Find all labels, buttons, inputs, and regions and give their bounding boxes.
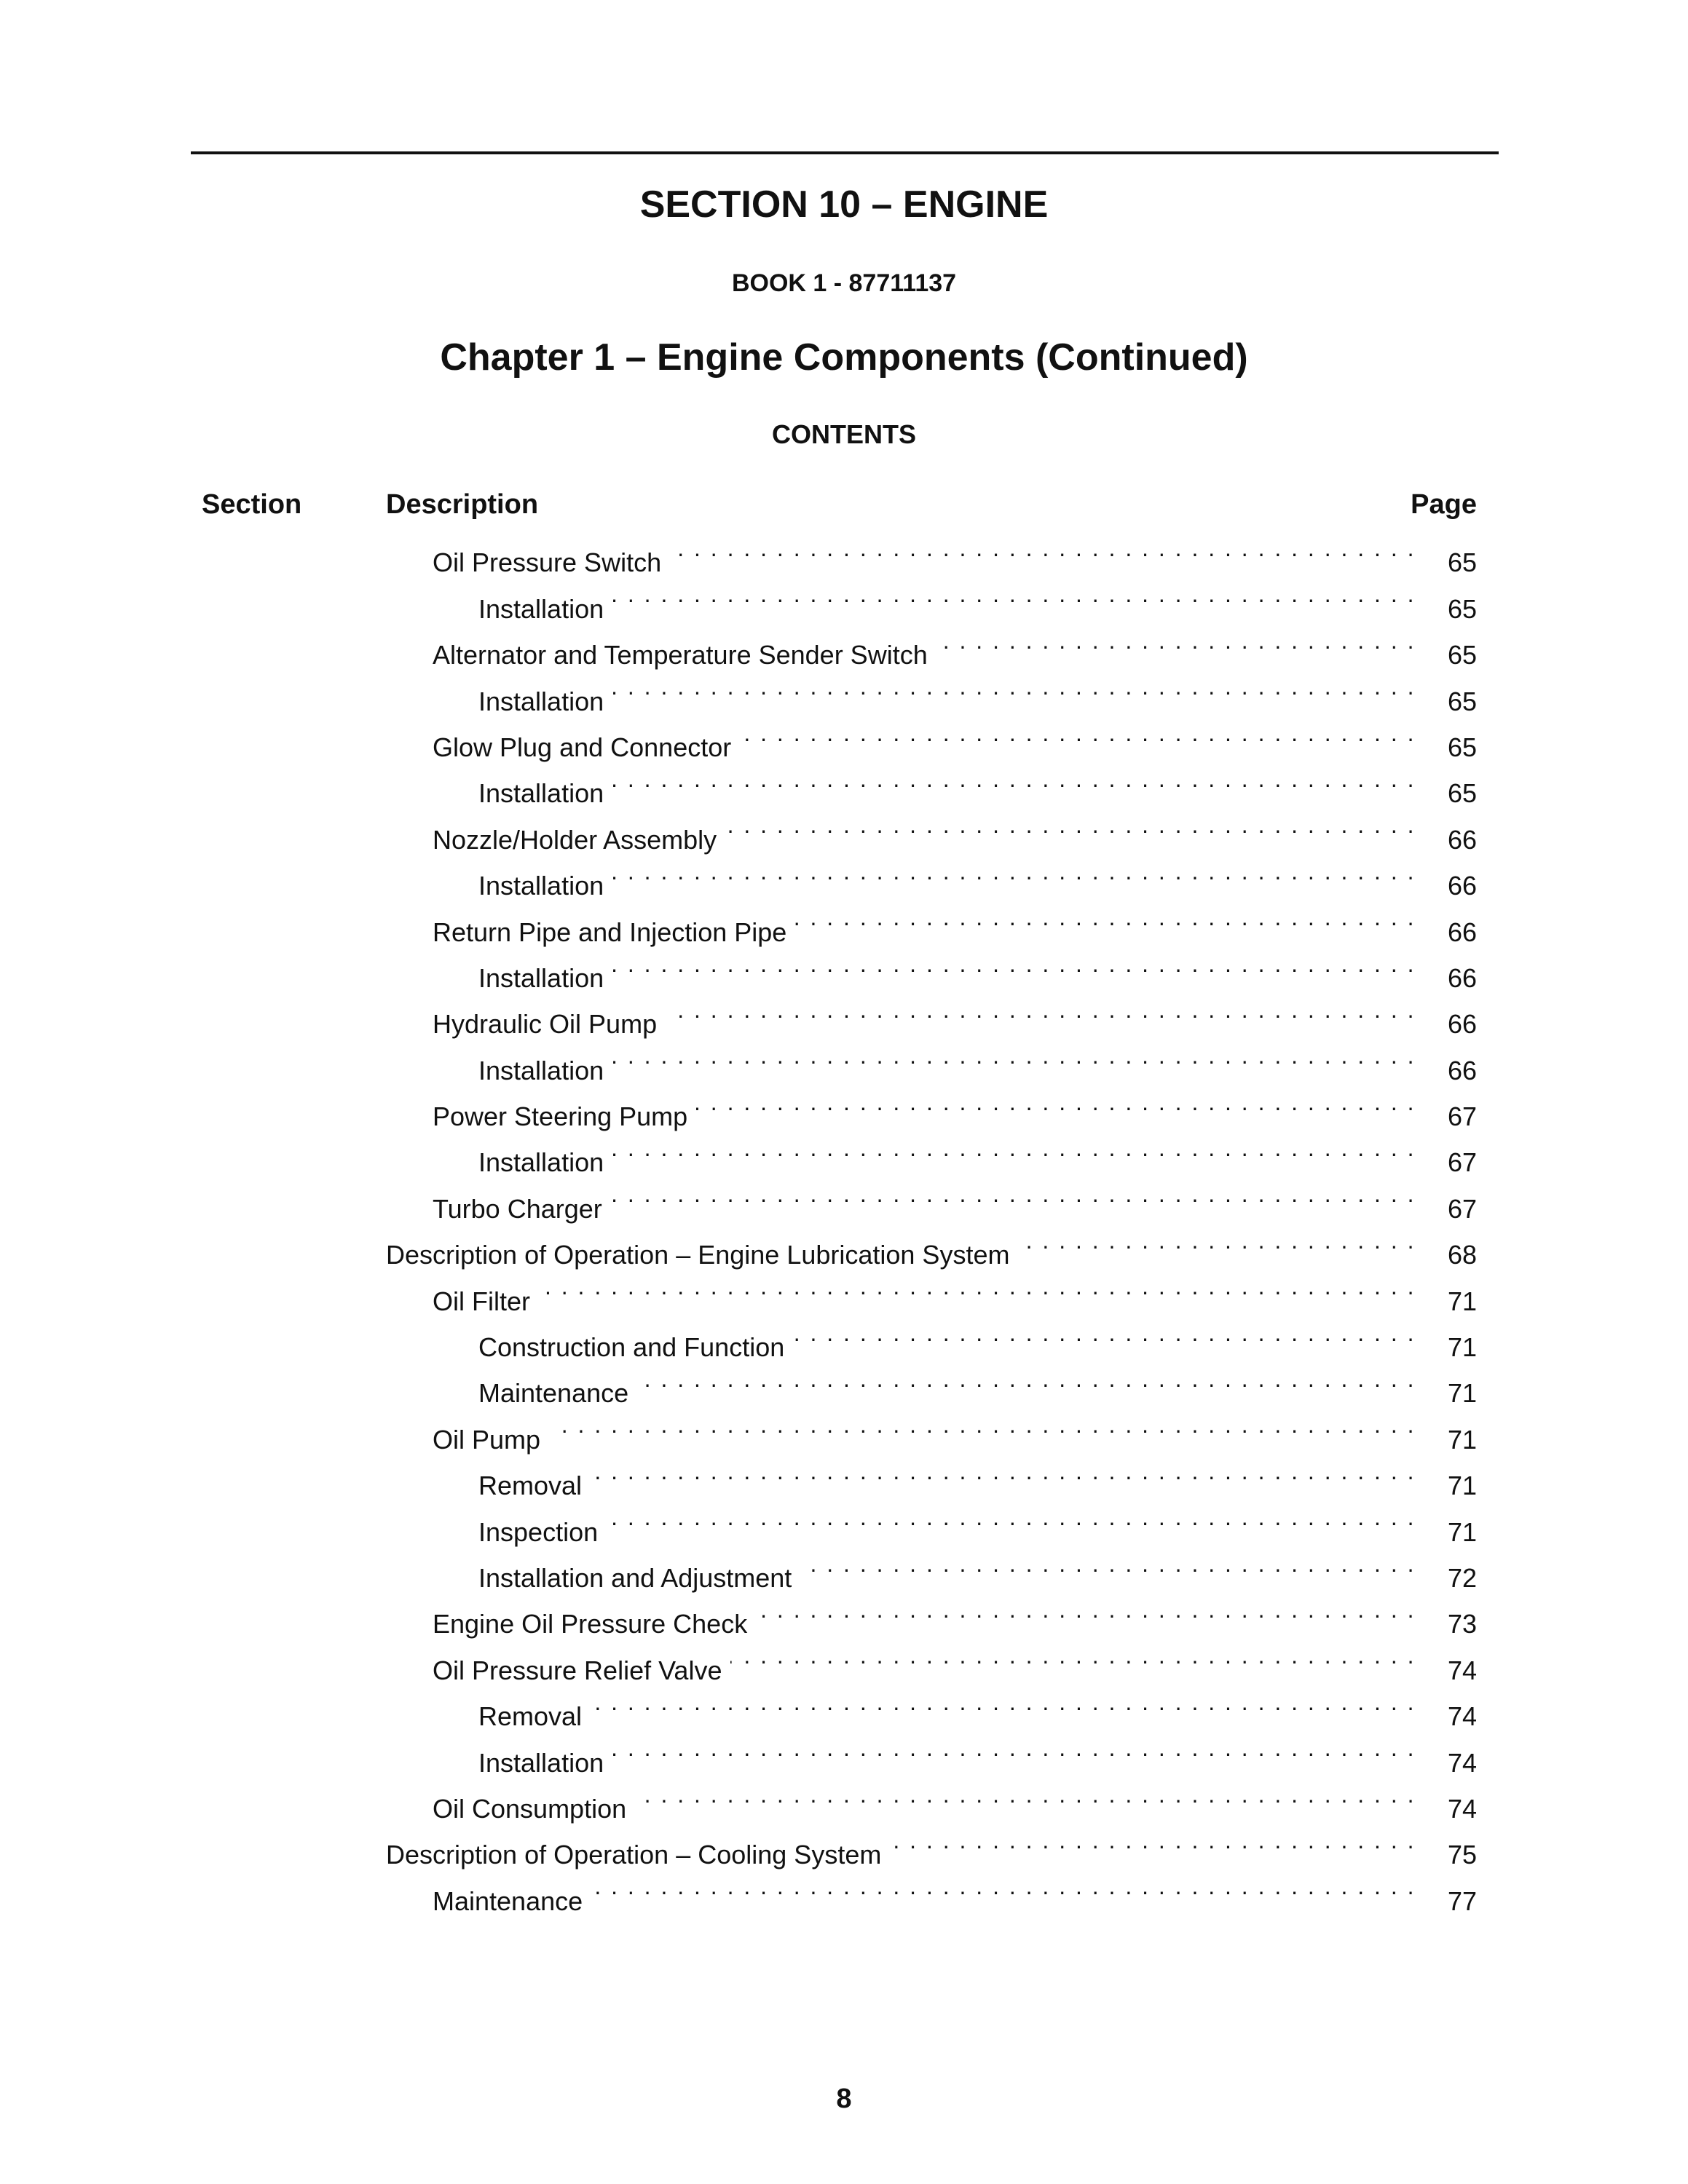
dot-leader <box>637 1356 1416 1402</box>
toc-entry-page: 65 <box>1447 778 1477 809</box>
chapter-title: Chapter 1 – Engine Components (Continued) <box>440 336 1248 379</box>
toc-entry-label: Glow Plug and Connector <box>433 732 732 762</box>
toc-entry-label: Oil Pump <box>433 1424 541 1455</box>
toc-entry[interactable] <box>386 1402 1477 1455</box>
toc-entry-label: Description of Operation – Engine Lubrication System <box>386 1240 1010 1270</box>
dot-leader <box>549 1402 1416 1448</box>
dot-leader <box>612 1125 1416 1171</box>
toc-entry[interactable] <box>386 1310 1477 1363</box>
toc-entry-page: 66 <box>1447 962 1477 993</box>
toc-entry[interactable] <box>386 1264 1477 1316</box>
column-header-page: Page <box>1411 489 1477 520</box>
toc-entry[interactable] <box>386 1449 1477 1501</box>
toc-entry[interactable] <box>386 526 1477 578</box>
toc-entry-label: Nozzle/Holder Assembly <box>433 824 717 855</box>
toc-entry-page: 71 <box>1447 1332 1477 1363</box>
dot-leader <box>635 1772 1416 1818</box>
toc-entry-page: 66 <box>1447 1009 1477 1040</box>
toc-entry-page: 65 <box>1447 732 1477 762</box>
toc-entry-label: Installation <box>478 778 604 809</box>
toc-entry-label: Return Pipe and Injection Pipe <box>433 917 787 947</box>
dot-leader <box>666 987 1416 1033</box>
toc-entry-page: 74 <box>1447 1701 1477 1732</box>
toc-entry-label: Hydraulic Oil Pump <box>433 1009 658 1040</box>
toc-entry-label: Description of Operation – Cooling System <box>386 1840 882 1870</box>
toc-entry-page: 73 <box>1447 1609 1477 1639</box>
toc-entry-page: 74 <box>1447 1747 1477 1778</box>
toc-entry-page: 74 <box>1447 1793 1477 1824</box>
toc-entry-label: Installation <box>478 686 604 716</box>
toc-entry-page: 66 <box>1447 917 1477 947</box>
toc-entry-page: 77 <box>1447 1886 1477 1916</box>
toc-entry-page: 68 <box>1447 1240 1477 1270</box>
toc-entry-page: 72 <box>1447 1562 1477 1593</box>
toc-entry-page: 71 <box>1447 1471 1477 1501</box>
dot-leader <box>725 802 1416 848</box>
dot-leader <box>612 941 1416 987</box>
toc-entry-page: 65 <box>1447 547 1477 578</box>
toc-entry-label: Installation <box>478 593 604 624</box>
toc-entry-page: 66 <box>1447 1055 1477 1085</box>
dot-leader <box>936 618 1416 664</box>
dot-leader <box>890 1818 1416 1864</box>
toc-entry-label: Oil Pressure Relief Valve <box>433 1655 722 1685</box>
toc-entry-label: Oil Pressure Switch <box>433 547 662 578</box>
dot-leader <box>591 1449 1416 1495</box>
toc-entry-page: 67 <box>1447 1147 1477 1178</box>
toc-entry-label: Installation <box>478 962 604 993</box>
toc-entry-label: Installation <box>478 871 604 901</box>
dot-leader <box>1018 1218 1416 1264</box>
toc-entry-page: 65 <box>1447 593 1477 624</box>
toc-entry-label: Removal <box>478 1471 583 1501</box>
column-header-description: Description <box>386 489 539 520</box>
toc-entry-page: 74 <box>1447 1655 1477 1685</box>
toc-entry-label: Oil Filter <box>433 1286 530 1316</box>
toc-entry-label: Installation <box>478 1147 604 1178</box>
dot-leader <box>612 1725 1416 1771</box>
dot-leader <box>740 711 1416 756</box>
toc-entry-label: Removal <box>478 1701 583 1732</box>
toc-entry-page: 75 <box>1447 1840 1477 1870</box>
book-number: BOOK 1 - 87711137 <box>731 269 957 297</box>
dot-leader <box>730 1633 1416 1679</box>
toc-entry-label: Installation and Adjustment <box>478 1562 792 1593</box>
dot-leader <box>793 1310 1416 1356</box>
column-header-section: Section <box>202 489 302 520</box>
toc-entry-label: Oil Consumption <box>433 1793 627 1824</box>
toc-entry-label: Maintenance <box>478 1378 629 1409</box>
dot-leader <box>696 1080 1416 1125</box>
contents-heading: CONTENTS <box>772 419 916 449</box>
top-rule <box>191 151 1499 154</box>
toc-entry-label: Engine Oil Pressure Check <box>433 1609 748 1639</box>
toc-entry-page: 66 <box>1447 824 1477 855</box>
toc-entry-page: 71 <box>1447 1378 1477 1409</box>
dot-leader <box>539 1264 1416 1310</box>
toc-entry-page: 67 <box>1447 1193 1477 1224</box>
page-number: 8 <box>836 2084 852 2114</box>
dot-leader <box>612 571 1416 617</box>
toc-entry-page: 71 <box>1447 1286 1477 1316</box>
dot-leader <box>800 1541 1416 1587</box>
dot-leader <box>611 1171 1416 1217</box>
dot-leader <box>612 849 1416 895</box>
dot-leader <box>612 756 1416 802</box>
dot-leader <box>795 895 1416 941</box>
dot-leader <box>670 526 1416 571</box>
toc-entry-page: 67 <box>1447 1101 1477 1132</box>
table-of-contents <box>386 526 1477 1916</box>
toc-entry-label: Power Steering Pump <box>433 1101 688 1132</box>
toc-entry-label: Turbo Charger <box>433 1193 602 1224</box>
dot-leader <box>612 1033 1416 1079</box>
toc-entry-page: 71 <box>1447 1516 1477 1547</box>
toc-entry-label: Alternator and Temperature Sender Switch <box>433 640 928 670</box>
toc-entry-label: Inspection <box>478 1516 599 1547</box>
dot-leader <box>756 1587 1416 1633</box>
dot-leader <box>591 1679 1416 1725</box>
toc-entry-label: Installation <box>478 1055 604 1085</box>
toc-entry-label: Construction and Function <box>478 1332 785 1363</box>
dot-leader <box>607 1495 1416 1540</box>
toc-entry-label: Maintenance <box>433 1886 583 1916</box>
toc-entry-page: 65 <box>1447 640 1477 670</box>
dot-leader <box>591 1864 1416 1910</box>
section-title: SECTION 10 – ENGINE <box>639 183 1049 226</box>
toc-entry-page: 71 <box>1447 1424 1477 1455</box>
toc-entry-label: Installation <box>478 1747 604 1778</box>
toc-entry-page: 65 <box>1447 686 1477 716</box>
dot-leader <box>612 664 1416 710</box>
toc-entry-page: 66 <box>1447 871 1477 901</box>
